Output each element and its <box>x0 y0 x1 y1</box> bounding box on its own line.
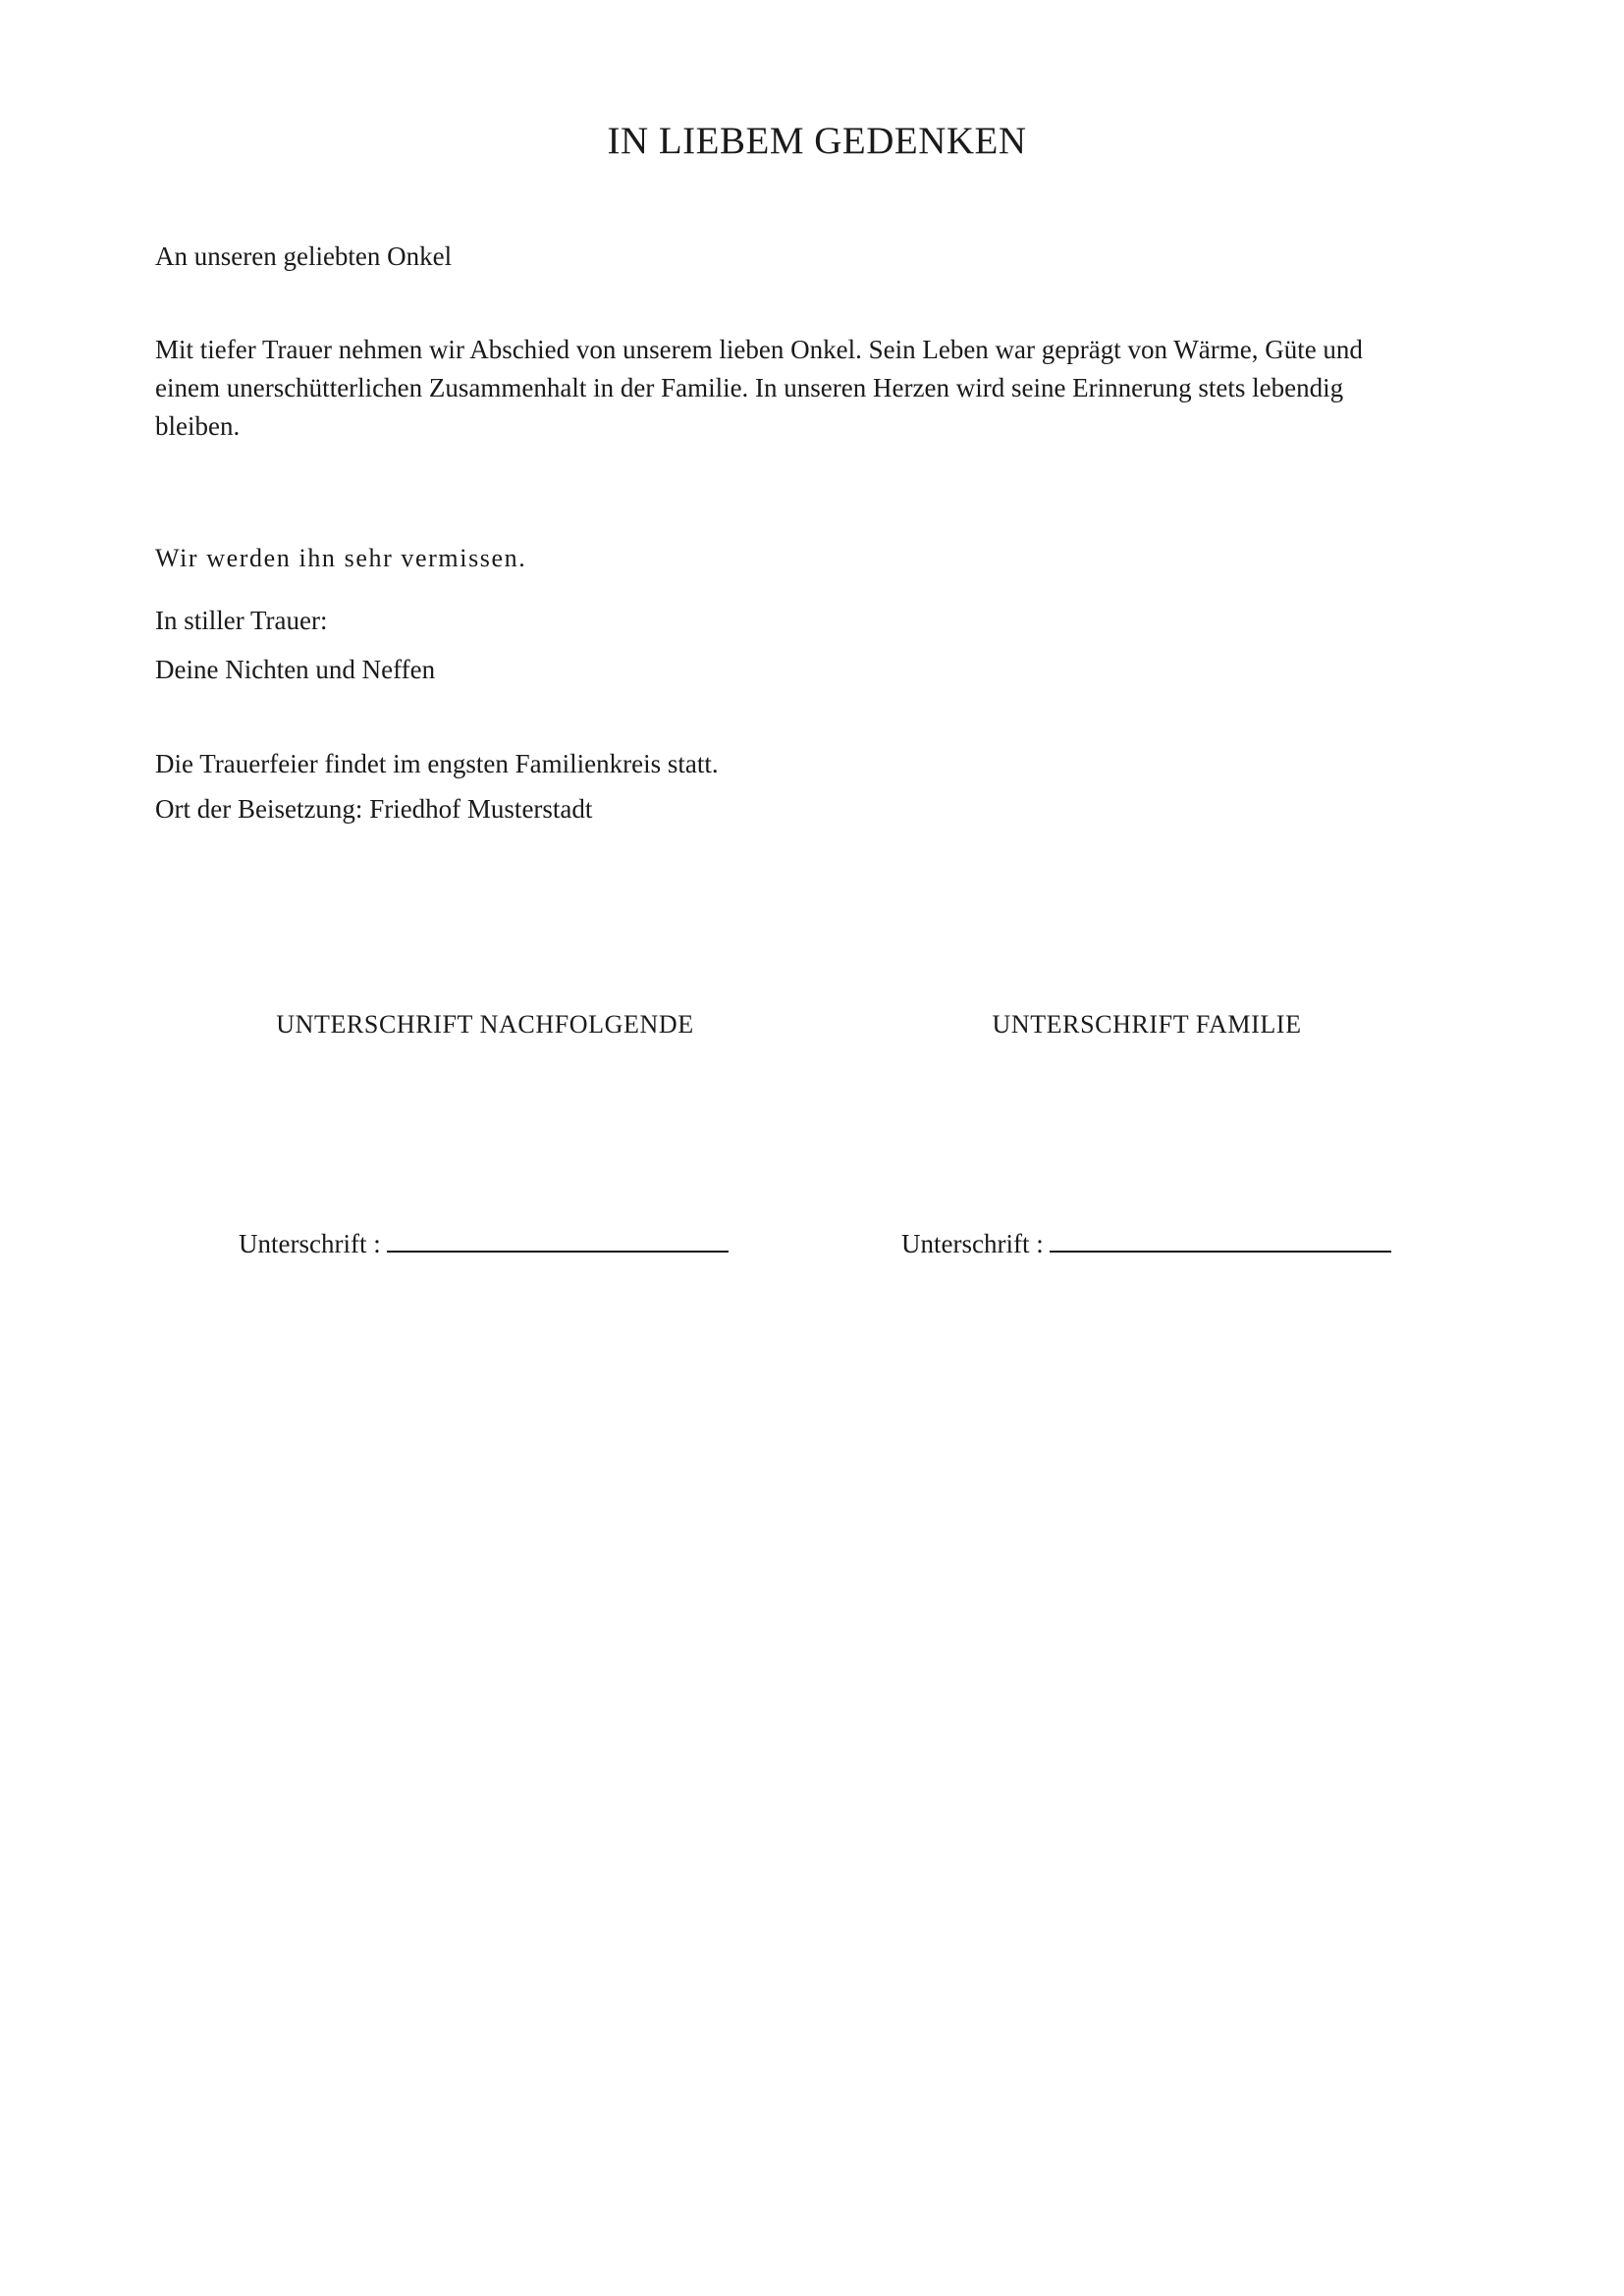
salutation: An unseren geliebten Onkel <box>155 241 453 271</box>
signature-field-label: Unterschrift : <box>239 1229 381 1258</box>
signature-field-family[interactable] <box>901 1225 1391 1261</box>
signature-line[interactable] <box>387 1225 729 1253</box>
mourning-label: In stiller Trauer: <box>155 606 328 635</box>
ceremony-note: Die Trauerfeier findet im engsten Familienkreis statt. <box>155 749 719 778</box>
signature-field-label: Unterschrift : <box>901 1229 1044 1258</box>
page-title: IN LIEBEM GEDENKEN <box>607 120 1027 162</box>
burial-place: Ort der Beisetzung: Friedhof Musterstadt <box>155 794 593 824</box>
mourners: Deine Nichten und Neffen <box>155 655 436 684</box>
miss-line: Wir werden ihn sehr vermissen. <box>155 544 527 572</box>
body-paragraph: Mit tiefer Trauer nehmen wir Abschied von unserem lieben Onkel. Sein Leben war geprägt von Wärme, Güte und einem unerschütterlichen Zusammenhalt in der Familie. In unseren Herzen wird seine Erinnerung stets lebendig bleiben. <box>155 335 1363 441</box>
signature-line[interactable] <box>1050 1225 1391 1253</box>
signature-heading-family: UNTERSCHRIFT FAMILIE <box>992 1010 1302 1039</box>
signature-field-successors[interactable] <box>239 1225 729 1261</box>
signature-heading-successors: UNTERSCHRIFT NACHFOLGENDE <box>276 1010 694 1039</box>
